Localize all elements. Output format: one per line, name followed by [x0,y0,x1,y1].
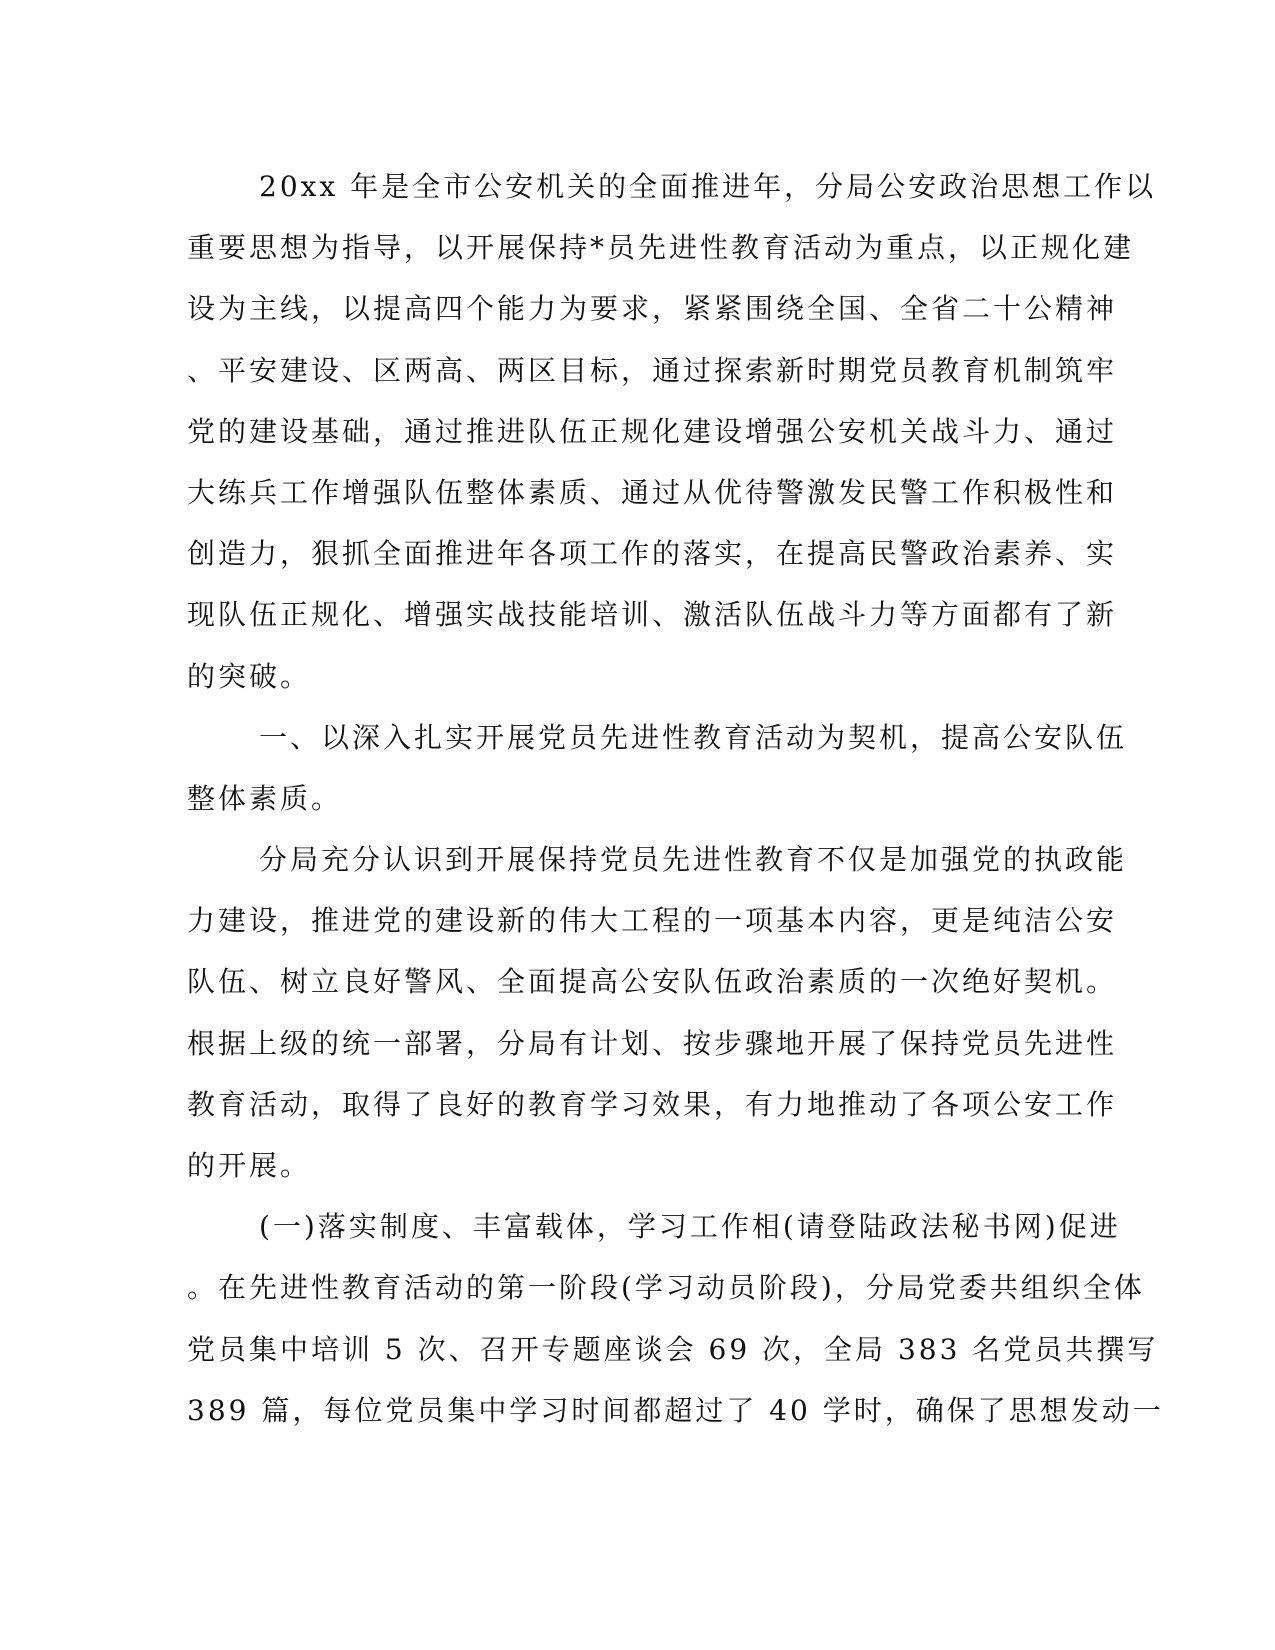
text-line: 、平安建设、区两高、两区目标，通过探索新时期党员教育机制筑牢 [187,353,1118,387]
text-line: 大练兵工作增强队伍整体素质、通过从优待警激发民警工作积极性和 [187,475,1118,509]
document-body [187,156,1164,1441]
text-line: 重要思想为指导，以开展保持*员先进性教育活动为重点，以正规化建 [187,231,1135,265]
text-line: 党的建设基础，通过推进队伍正规化建设增强公安机关战斗力、通过 [187,414,1118,448]
text-line: 力建设，推进党的建设新的伟大工程的一项基本内容，更是纯洁公安 [187,904,1118,938]
text-line: 党员集中培训 5 次、召开专题座谈会 69 次，全局 383 名党员共撰写 [187,1332,1159,1366]
text-line: 分局充分认识到开展保持党员先进性教育不仅是加强党的执政能 [259,843,1128,877]
text-line: 。在先进性教育活动的第一阶段(学习动员阶段)，分局党委共组织全体 [187,1271,1145,1305]
text-line: 20xx 年是全市公安机关的全面推进年，分局公安政治思想工作以 [259,170,1157,203]
section-heading-line: 一、以深入扎实开展党员先进性教育活动为契机，提高公安队伍 [259,720,1128,754]
text-line: 的开展。 [187,1149,312,1182]
text-line: 队伍、树立良好警风、全面提高公安队伍政治素质的一次绝好契机。 [187,965,1118,999]
text-line: 根据上级的统一部署，分局有计划、按步骤地开展了保持党员先进性 [187,1026,1118,1060]
text-line: 教育活动，取得了良好的教育学习效果，有力地推动了各项公安工作 [187,1087,1118,1121]
text-line: 设为主线，以提高四个能力为要求，紧紧围绕全国、全省二十公精神 [187,292,1118,326]
text-line: 创造力，狠抓全面推进年各项工作的落实，在提高民警政治素养、实 [187,537,1118,571]
text-line: 的突破。 [187,659,312,693]
section-heading-line: 整体素质。 [187,781,343,815]
text-line: (一)落实制度、丰富载体，学习工作相(请登陆政法秘书网)促进 [259,1210,1121,1244]
text-line: 389 篇，每位党员集中学习时间都超过了 40 学时，确保了思想发动一 [187,1393,1164,1427]
text-line: 现队伍正规化、增强实战技能培训、激活队伍战斗力等方面都有了新 [187,598,1118,632]
